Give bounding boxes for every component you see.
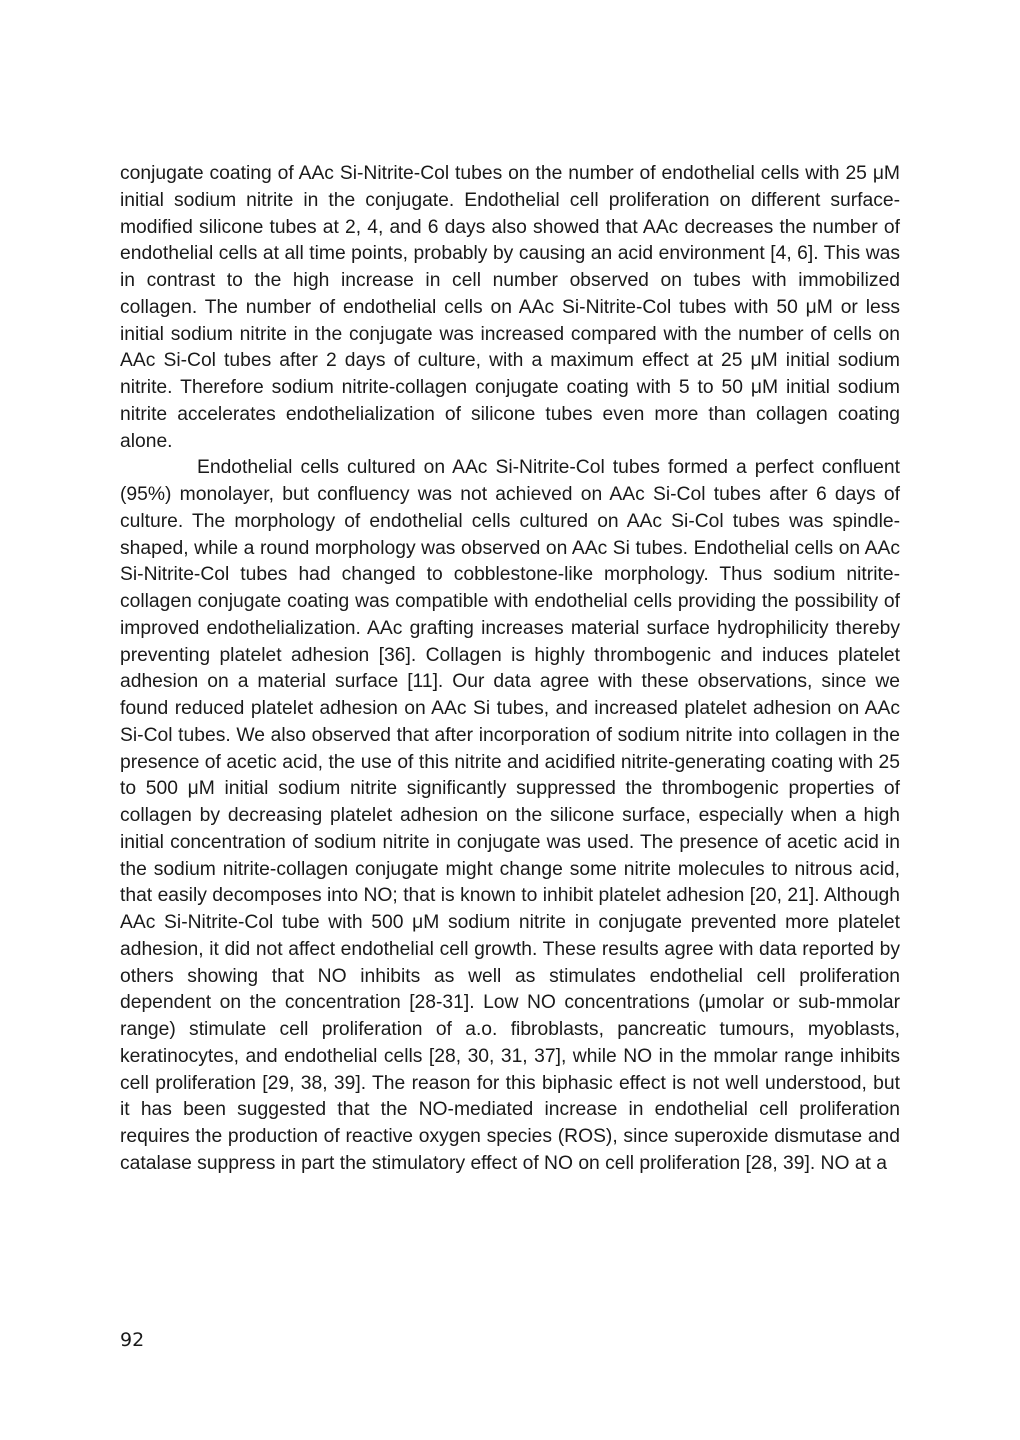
body-text [120, 161, 900, 1178]
page-number: 92 [120, 1329, 145, 1351]
paragraph-1: conjugate coating of AAc Si-Nitrite-Col tubes on the number of endothelial cells with 25 μM initial sodium nitrite in the conjugate. Endothelial cell proliferation on different surface-modified silicone tubes at 2, 4, and 6 days also showed that AAc decreases the number of endothelial cells at all time points, probably by causing an acid environment [4, 6]. This was in contrast to the high increase in cell number observed on tubes with immobilized collagen. The number of endothelial cells on AAc Si-Nitrite-Col tubes with 50 μM or less initial sodium nitrite in the conjugate was increased compared with the number of cells on AAc Si-Col tubes after 2 days of culture, with a maximum effect at 25 μM initial sodium nitrite. Therefore sodium nitrite-collagen conjugate coating with 5 to 50 μM initial sodium nitrite accelerates endothelialization of silicone tubes even more than collagen coating alone. [120, 163, 900, 452]
paragraph-2: Endothelial cells cultured on AAc Si-Nitrite-Col tubes formed a perfect confluent (95%) monolayer, but confluency was not achieved on AAc Si-Col tubes after 6 days of culture. The morphology of endothelial cells cultured on AAc Si-Col tubes was spindle-shaped, while a round morphology was observed on AAc Si tubes. Endothelial cells on AAc Si-Nitrite-Col tubes had changed to cobblestone-like morphology. Thus sodium nitrite-collagen conjugate coating was compatible with endothelial cells providing the possibility of improved endothelialization. AAc grafting increases material surface hydrophilicity thereby preventing platelet adhesion [36]. Collagen is highly thrombogenic and induces platelet adhesion on a material surface [11]. Our data agree with these observations, since we found reduced platelet adhesion on AAc Si tubes, and increased platelet adhesion on AAc Si-Col tubes. We also observed that after incorporation of sodium nitrite into collagen in the presence of acetic acid, the use of this nitrite and acidified nitrite-generating coating with 25 to 500 μM initial sodium nitrite significantly suppressed the thrombogenic properties of collagen by decreasing platelet adhesion on the silicone surface, especially when a high initial concentration of sodium nitrite in conjugate was used. The presence of acetic acid in the sodium nitrite-collagen conjugate might change some nitrite molecules to nitrous acid, that easily decomposes into NO; that is known to inhibit platelet adhesion [20, 21]. Although AAc Si-Nitrite-Col tube with 500 μM sodium nitrite in conjugate prevented more platelet adhesion, it did not affect endothelial cell growth. These results agree with data reported by others showing that NO inhibits as well as stimulates endothelial cell proliferation dependent on the concentration [28-31]. Low NO concentrations (μmolar or sub-mmolar range) stimulate cell proliferation of a.o. fibroblasts, pancreatic tumours, myoblasts, keratinocytes, and endothelial cells [28, 30, 31, 37], while NO in the mmolar range inhibits cell proliferation [29, 38, 39]. The reason for this biphasic effect is not well understood, but it has been suggested that the NO-mediated increase in endothelial cell proliferation requires the production of reactive oxygen species (ROS), since superoxide dismutase and catalase suppress in part the stimulatory effect of NO on cell proliferation [28, 39]. NO at a [120, 457, 900, 1174]
